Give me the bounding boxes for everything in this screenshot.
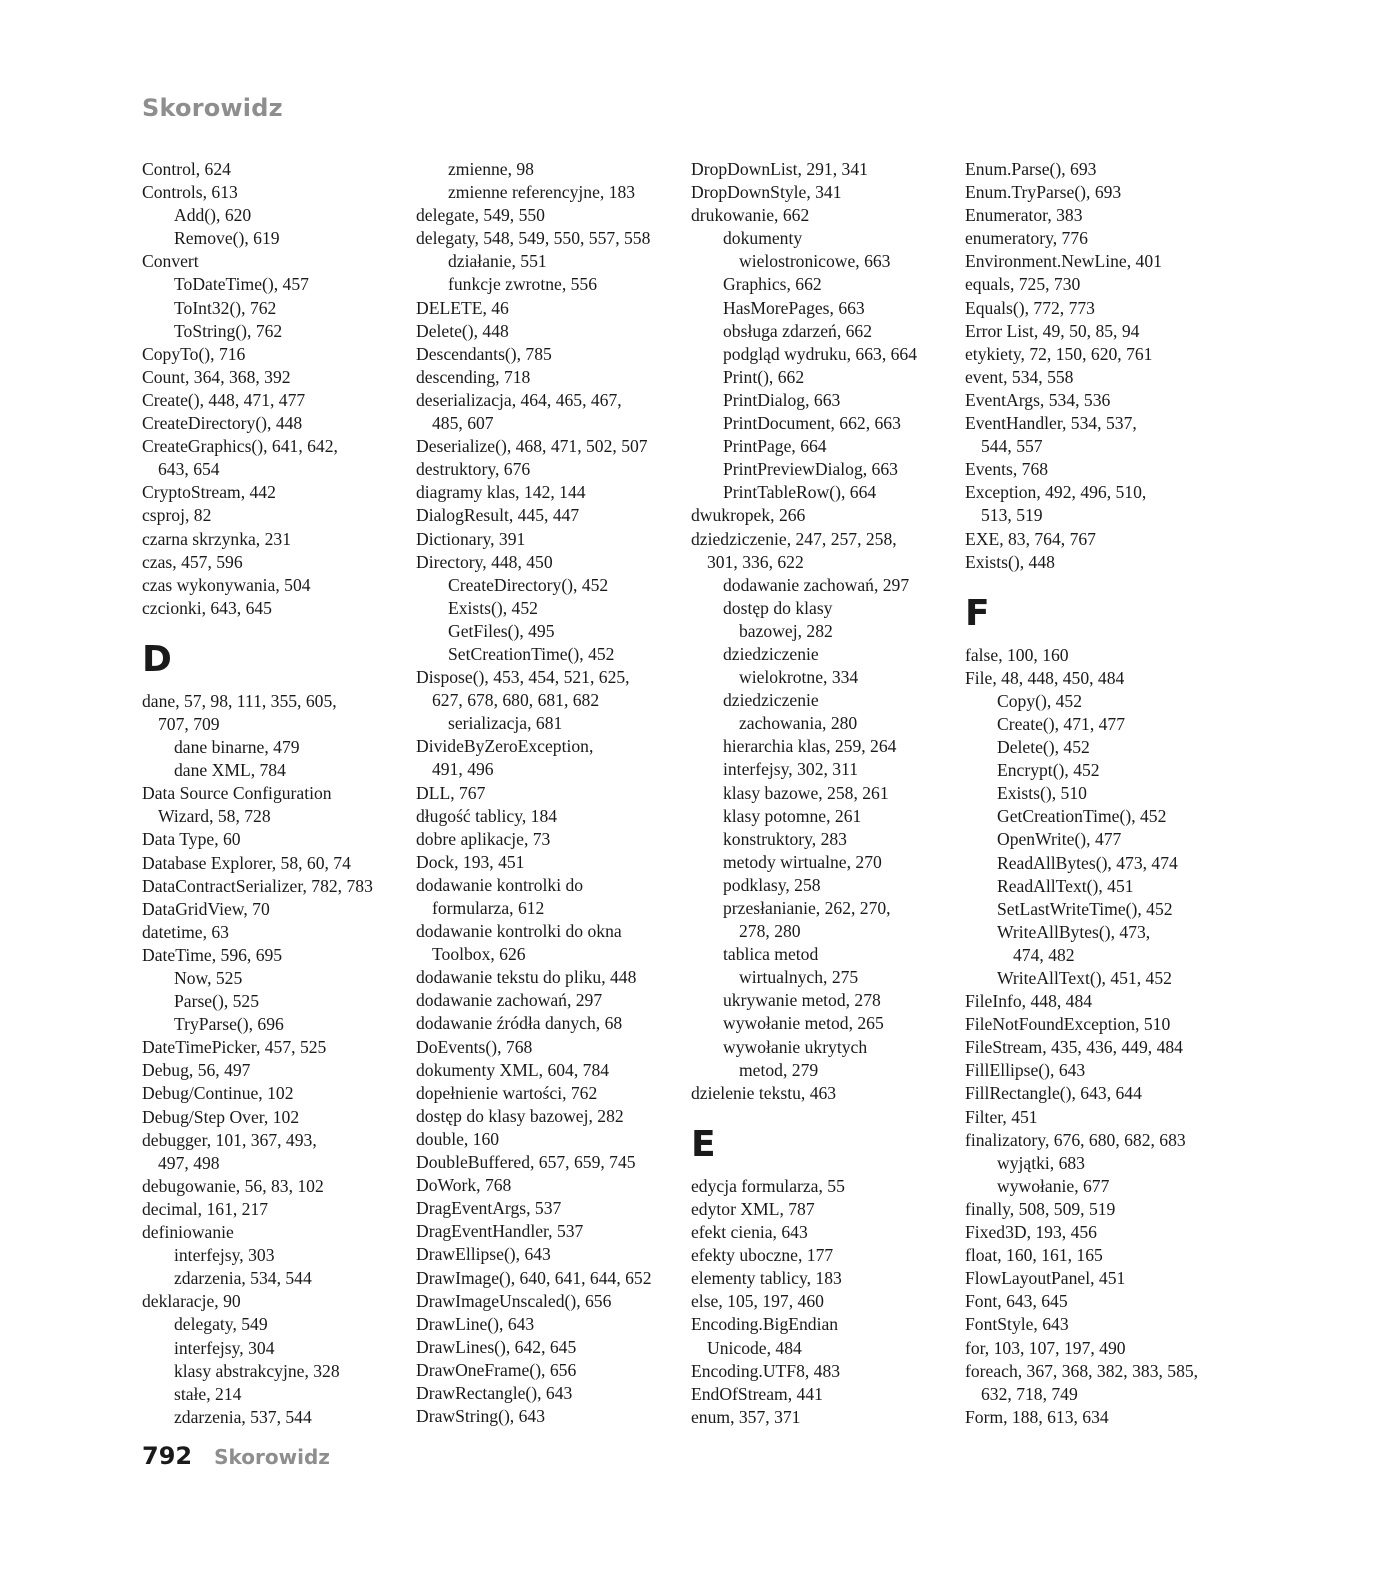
index-entry: foreach, 367, 368, 382, 383, 585, xyxy=(965,1360,1199,1381)
index-entry: Fixed3D, 193, 456 xyxy=(965,1222,1097,1243)
index-subentry: GetFiles(), 495 xyxy=(448,620,555,641)
index-entry: czas wykonywania, 504 xyxy=(142,574,311,595)
index-entry: delegaty, 548, 549, 550, 557, 558 xyxy=(416,228,651,249)
index-entry: czcionki, 643, 645 xyxy=(142,597,272,618)
index-subentry: PrintPreviewDialog, 663 xyxy=(723,459,898,480)
index-column-3 xyxy=(691,158,953,1429)
index-subentry: Create(), 471, 477 xyxy=(997,713,1126,734)
index-entry: Enum.TryParse(), 693 xyxy=(965,182,1122,203)
index-entry: debugger, 101, 367, 493, xyxy=(142,1129,317,1150)
index-subentry: SetLastWriteTime(), 452 xyxy=(997,898,1173,919)
index-subentry: tablica metod xyxy=(723,944,819,965)
index-entry: 632, 718, 749 xyxy=(981,1383,1078,1404)
index-entry: float, 160, 161, 165 xyxy=(965,1245,1103,1266)
index-entry: EndOfStream, 441 xyxy=(691,1383,823,1404)
index-entry: Debug/Continue, 102 xyxy=(142,1083,294,1104)
index-entry: deklaracje, 90 xyxy=(142,1291,241,1312)
index-entry: definiowanie xyxy=(142,1222,234,1243)
index-subentry: OpenWrite(), 477 xyxy=(997,829,1122,850)
index-entry: edytor XML, 787 xyxy=(691,1198,815,1219)
index-subentry: 278, 280 xyxy=(739,921,801,942)
index-entry: dostęp do klasy bazowej, 282 xyxy=(416,1105,624,1126)
index-subentry: GetCreationTime(), 452 xyxy=(997,806,1167,827)
index-entry: CreateGraphics(), 641, 642, xyxy=(142,436,338,457)
index-entry: Count, 364, 368, 392 xyxy=(142,366,291,387)
index-entry: Controls, 613 xyxy=(142,182,238,203)
index-entry: DoubleBuffered, 657, 659, 745 xyxy=(416,1152,636,1173)
index-entry: enumeratory, 776 xyxy=(965,228,1088,249)
index-subentry: HasMorePages, 663 xyxy=(723,297,865,318)
index-subentry: CreateDirectory(), 452 xyxy=(448,574,609,595)
index-subentry: działanie, 551 xyxy=(448,251,547,272)
index-entry: Directory, 448, 450 xyxy=(416,551,553,572)
index-subentry: Print(), 662 xyxy=(723,366,805,387)
index-entry: DataContractSerializer, 782, 783 xyxy=(142,875,373,896)
index-subentry: podklasy, 258 xyxy=(723,874,821,895)
index-entry: efekty uboczne, 177 xyxy=(691,1245,834,1266)
index-entry: DataGridView, 70 xyxy=(142,898,270,919)
index-subentry: Remove(), 619 xyxy=(174,228,280,249)
index-subentry: wywołanie ukrytych xyxy=(723,1036,868,1057)
index-entry: 497, 498 xyxy=(158,1152,220,1173)
index-subentry: interfejsy, 302, 311 xyxy=(723,759,859,780)
index-entry: DLL, 767 xyxy=(416,782,486,803)
index-subentry: Copy(), 452 xyxy=(997,690,1083,711)
index-entry: Debug/Step Over, 102 xyxy=(142,1106,300,1127)
index-entry: dziedziczenie, 247, 257, 258, xyxy=(691,528,897,549)
index-entry: DateTime, 596, 695 xyxy=(142,944,283,965)
index-subentry: ToDateTime(), 457 xyxy=(174,274,309,295)
index-entry: FillRectangle(), 643, 644 xyxy=(965,1083,1142,1104)
index-subentry: dostęp do klasy xyxy=(723,597,833,618)
index-entry: Wizard, 58, 728 xyxy=(158,806,271,827)
index-entry: diagramy klas, 142, 144 xyxy=(416,482,586,503)
index-entry: dodawanie kontrolki do xyxy=(416,874,584,895)
index-entry: efekt cienia, 643 xyxy=(691,1222,808,1243)
index-entry: for, 103, 107, 197, 490 xyxy=(965,1337,1126,1358)
index-entry: EventHandler, 534, 537, xyxy=(965,413,1137,434)
index-entry: finalizatory, 676, 680, 682, 683 xyxy=(965,1129,1186,1150)
index-entry: FlowLayoutPanel, 451 xyxy=(965,1268,1126,1289)
index-entry: enum, 357, 371 xyxy=(691,1406,801,1427)
index-entry: DrawImageUnscaled(), 656 xyxy=(416,1290,612,1311)
index-entry: Dispose(), 453, 454, 521, 625, xyxy=(416,667,630,688)
index-subentry: metod, 279 xyxy=(739,1059,819,1080)
index-subentry: podgląd wydruku, 663, 664 xyxy=(723,343,918,364)
index-subentry: dane binarne, 479 xyxy=(174,737,300,758)
index-entry: 707, 709 xyxy=(158,713,220,734)
index-entry: DropDownStyle, 341 xyxy=(691,182,842,203)
index-entry: false, 100, 160 xyxy=(965,644,1069,665)
index-subentry: wywołanie metod, 265 xyxy=(723,1013,884,1034)
index-subentry: dokumenty xyxy=(723,228,803,249)
index-entry: Create(), 448, 471, 477 xyxy=(142,389,306,410)
index-entry: Control, 624 xyxy=(142,159,231,179)
index-entry: 491, 496 xyxy=(432,759,494,780)
index-entry: FillEllipse(), 643 xyxy=(965,1060,1086,1081)
index-entry: EXE, 83, 764, 767 xyxy=(965,528,1096,549)
index-entry: File, 48, 448, 450, 484 xyxy=(965,667,1125,688)
index-subentry: zachowania, 280 xyxy=(739,713,858,734)
index-entry: DrawEllipse(), 643 xyxy=(416,1244,551,1265)
index-subentry: przesłanianie, 262, 270, xyxy=(723,898,891,918)
index-subentry: Graphics, 662 xyxy=(723,274,822,295)
index-entry: Encoding.UTF8, 483 xyxy=(691,1360,841,1381)
index-entry: dwukropek, 266 xyxy=(691,505,806,526)
index-entry: csproj, 82 xyxy=(142,505,212,526)
index-entry: double, 160 xyxy=(416,1128,500,1149)
index-entry: DrawString(), 643 xyxy=(416,1406,545,1427)
page-number: 792 xyxy=(142,1442,193,1470)
index-subentry: PrintDocument, 662, 663 xyxy=(723,413,901,434)
index-entry: DragEventArgs, 537 xyxy=(416,1198,562,1219)
index-subentry: stałe, 214 xyxy=(174,1383,242,1404)
index-subentry: ToInt32(), 762 xyxy=(174,297,277,318)
index-entry: Form, 188, 613, 634 xyxy=(965,1406,1109,1427)
index-subentry: klasy bazowe, 258, 261 xyxy=(723,782,889,803)
index-entry: Toolbox, 626 xyxy=(432,944,526,965)
index-entry: Equals(), 772, 773 xyxy=(965,297,1095,318)
index-entry: FontStyle, 643 xyxy=(965,1314,1069,1335)
index-subentry: 474, 482 xyxy=(1013,944,1075,965)
index-entry: Descendants(), 785 xyxy=(416,343,552,364)
index-entry: Font, 643, 645 xyxy=(965,1291,1068,1312)
index-entry: Enum.Parse(), 693 xyxy=(965,159,1097,179)
index-entry: dodawanie źródła danych, 68 xyxy=(416,1013,623,1034)
index-entry: decimal, 161, 217 xyxy=(142,1198,269,1219)
index-subentry: wywołanie, 677 xyxy=(997,1175,1110,1196)
index-subentry: funkcje zwrotne, 556 xyxy=(448,274,598,295)
index-entry: Debug, 56, 497 xyxy=(142,1060,251,1081)
index-entry: equals, 725, 730 xyxy=(965,274,1081,295)
index-entry: dane, 57, 98, 111, 355, 605, xyxy=(142,690,337,711)
index-entry: CryptoStream, 442 xyxy=(142,482,276,503)
index-entry: 301, 336, 622 xyxy=(707,551,804,572)
index-entry: dopełnienie wartości, 762 xyxy=(416,1082,598,1103)
index-entry: DoWork, 768 xyxy=(416,1175,512,1196)
index-subentry: dane XML, 784 xyxy=(174,760,286,781)
index-column-2 xyxy=(416,158,678,1428)
index-subentry: zdarzenia, 537, 544 xyxy=(174,1406,312,1427)
index-entry: DrawLine(), 643 xyxy=(416,1313,535,1334)
index-entry: Exists(), 448 xyxy=(965,551,1055,572)
index-entry: Database Explorer, 58, 60, 74 xyxy=(142,852,351,873)
index-entry: Data Type, 60 xyxy=(142,829,241,850)
index-subentry: Exists(), 452 xyxy=(448,597,538,618)
index-entry: FileStream, 435, 436, 449, 484 xyxy=(965,1037,1183,1058)
index-entry: 485, 607 xyxy=(432,413,494,434)
index-subentry: PrintTableRow(), 664 xyxy=(723,482,877,503)
index-entry: Filter, 451 xyxy=(965,1106,1038,1127)
index-entry: DateTimePicker, 457, 525 xyxy=(142,1037,327,1058)
index-entry: dodawanie tekstu do pliku, 448 xyxy=(416,967,637,988)
index-entry: FileNotFoundException, 510 xyxy=(965,1014,1171,1035)
index-entry: dokumenty XML, 604, 784 xyxy=(416,1059,610,1080)
index-entry: formularza, 612 xyxy=(432,898,545,918)
index-subentry: dziedziczenie xyxy=(723,690,819,711)
index-entry: dzielenie tekstu, 463 xyxy=(691,1082,837,1103)
index-entry: CopyTo(), 716 xyxy=(142,343,246,364)
index-entry: Unicode, 484 xyxy=(707,1337,802,1358)
index-entry: Encoding.BigEndian xyxy=(691,1314,839,1335)
index-entry: CreateDirectory(), 448 xyxy=(142,413,303,434)
index-subentry: metody wirtualne, 270 xyxy=(723,851,882,872)
index-subentry: ToString(), 762 xyxy=(174,320,283,341)
index-entry: 643, 654 xyxy=(158,459,220,480)
index-subentry: TryParse(), 696 xyxy=(174,1014,284,1035)
index-subentry: SetCreationTime(), 452 xyxy=(448,643,615,664)
index-subentry: ReadAllBytes(), 473, 474 xyxy=(997,852,1178,873)
index-entry: elementy tablicy, 183 xyxy=(691,1268,842,1289)
index-subentry: zmienne referencyjne, 183 xyxy=(448,182,636,203)
index-subentry: interfejsy, 304 xyxy=(174,1337,275,1358)
index-entry: 513, 519 xyxy=(981,505,1043,526)
index-subentry: serializacja, 681 xyxy=(448,713,563,734)
index-subentry: Add(), 620 xyxy=(174,205,252,226)
index-entry: DoEvents(), 768 xyxy=(416,1036,533,1057)
index-subentry: hierarchia klas, 259, 264 xyxy=(723,736,897,757)
index-entry: DivideByZeroException, xyxy=(416,736,594,757)
index-subentry: ukrywanie metod, 278 xyxy=(723,990,881,1011)
index-entry: 627, 678, 680, 681, 682 xyxy=(432,690,600,711)
index-subentry: PrintPage, 664 xyxy=(723,436,827,457)
index-entry: edycja formularza, 55 xyxy=(691,1175,845,1196)
index-entry: czarna skrzynka, 231 xyxy=(142,528,291,549)
index-subentry: wirtualnych, 275 xyxy=(739,967,859,988)
index-subentry: PrintDialog, 663 xyxy=(723,389,841,410)
index-entry: DELETE, 46 xyxy=(416,297,509,318)
index-entry: DropDownList, 291, 341 xyxy=(691,159,868,179)
index-subentry: dziedziczenie xyxy=(723,643,819,664)
index-entry: Deserialize(), 468, 471, 502, 507 xyxy=(416,436,648,457)
index-column-1 xyxy=(142,158,404,1429)
section-letter-e: E xyxy=(691,1123,716,1165)
index-entry: Events, 768 xyxy=(965,459,1049,480)
index-subentry: wyjątki, 683 xyxy=(997,1152,1085,1173)
index-subentry: WriteAllText(), 451, 452 xyxy=(997,968,1172,988)
index-entry: EventArgs, 534, 536 xyxy=(965,389,1111,410)
index-entry: dodawanie kontrolki do okna xyxy=(416,921,622,942)
index-entry: dodawanie zachowań, 297 xyxy=(416,990,603,1011)
index-entry: deserializacja, 464, 465, 467, xyxy=(416,389,622,410)
index-subentry: Parse(), 525 xyxy=(174,991,260,1012)
index-entry: drukowanie, 662 xyxy=(691,205,810,226)
index-subentry: konstruktory, 283 xyxy=(723,828,847,849)
index-subentry: zmienne, 98 xyxy=(448,159,534,179)
index-entry: delegate, 549, 550 xyxy=(416,205,545,226)
index-subentry: klasy potomne, 261 xyxy=(723,805,862,826)
index-entry: finally, 508, 509, 519 xyxy=(965,1198,1116,1219)
running-head: Skorowidz xyxy=(142,94,283,122)
index-entry: datetime, 63 xyxy=(142,921,229,942)
index-entry: Data Source Configuration xyxy=(142,783,332,804)
index-subentry: Delete(), 452 xyxy=(997,737,1090,758)
index-subentry: Exists(), 510 xyxy=(997,783,1087,804)
index-subentry: bazowej, 282 xyxy=(739,620,833,641)
index-entry: DrawLines(), 642, 645 xyxy=(416,1336,577,1357)
index-entry: event, 534, 558 xyxy=(965,366,1074,387)
index-subentry: Encrypt(), 452 xyxy=(997,760,1100,781)
index-subentry: ReadAllText(), 451 xyxy=(997,875,1134,896)
index-entry: Exception, 492, 496, 510, xyxy=(965,482,1147,503)
index-subentry: wielokrotne, 334 xyxy=(739,667,859,688)
section-letter-d: D xyxy=(142,638,172,680)
footer-title: Skorowidz xyxy=(214,1445,330,1469)
index-entry: DrawRectangle(), 643 xyxy=(416,1382,573,1403)
index-entry: długość tablicy, 184 xyxy=(416,805,558,826)
index-entry: Convert xyxy=(142,251,199,272)
index-entry: else, 105, 197, 460 xyxy=(691,1291,824,1312)
index-column-4 xyxy=(965,158,1227,1429)
index-subentry: WriteAllBytes(), 473, xyxy=(997,921,1151,942)
index-entry: Dock, 193, 451 xyxy=(416,851,525,872)
index-subentry: delegaty, 549 xyxy=(174,1314,268,1335)
index-entry: DrawImage(), 640, 641, 644, 652 xyxy=(416,1267,652,1288)
index-entry: descending, 718 xyxy=(416,366,531,387)
index-subentry: dodawanie zachowań, 297 xyxy=(723,574,910,595)
page-footer xyxy=(142,1442,330,1470)
index-entry: FileInfo, 448, 484 xyxy=(965,991,1093,1012)
index-entry: Delete(), 448 xyxy=(416,320,509,341)
section-letter-f: F xyxy=(965,592,990,634)
index-entry: dobre aplikacje, 73 xyxy=(416,828,551,849)
index-entry: DragEventHandler, 537 xyxy=(416,1221,584,1242)
index-entry: Enumerator, 383 xyxy=(965,205,1083,226)
index-entry: etykiety, 72, 150, 620, 761 xyxy=(965,343,1153,364)
index-entry: 544, 557 xyxy=(981,436,1043,457)
index-entry: czas, 457, 596 xyxy=(142,551,243,572)
index-entry: DrawOneFrame(), 656 xyxy=(416,1359,577,1380)
index-subentry: wielostronicowe, 663 xyxy=(739,251,891,272)
index-subentry: interfejsy, 303 xyxy=(174,1245,275,1266)
index-entry: Error List, 49, 50, 85, 94 xyxy=(965,320,1140,341)
index-entry: debugowanie, 56, 83, 102 xyxy=(142,1175,324,1196)
index-entry: DialogResult, 445, 447 xyxy=(416,505,580,526)
index-subentry: klasy abstrakcyjne, 328 xyxy=(174,1360,340,1381)
index-entry: destruktory, 676 xyxy=(416,459,531,480)
index-entry: Environment.NewLine, 401 xyxy=(965,251,1162,272)
index-subentry: obsługa zdarzeń, 662 xyxy=(723,320,873,341)
index-subentry: zdarzenia, 534, 544 xyxy=(174,1268,312,1289)
index-entry: Dictionary, 391 xyxy=(416,528,526,549)
index-subentry: Now, 525 xyxy=(174,968,243,988)
